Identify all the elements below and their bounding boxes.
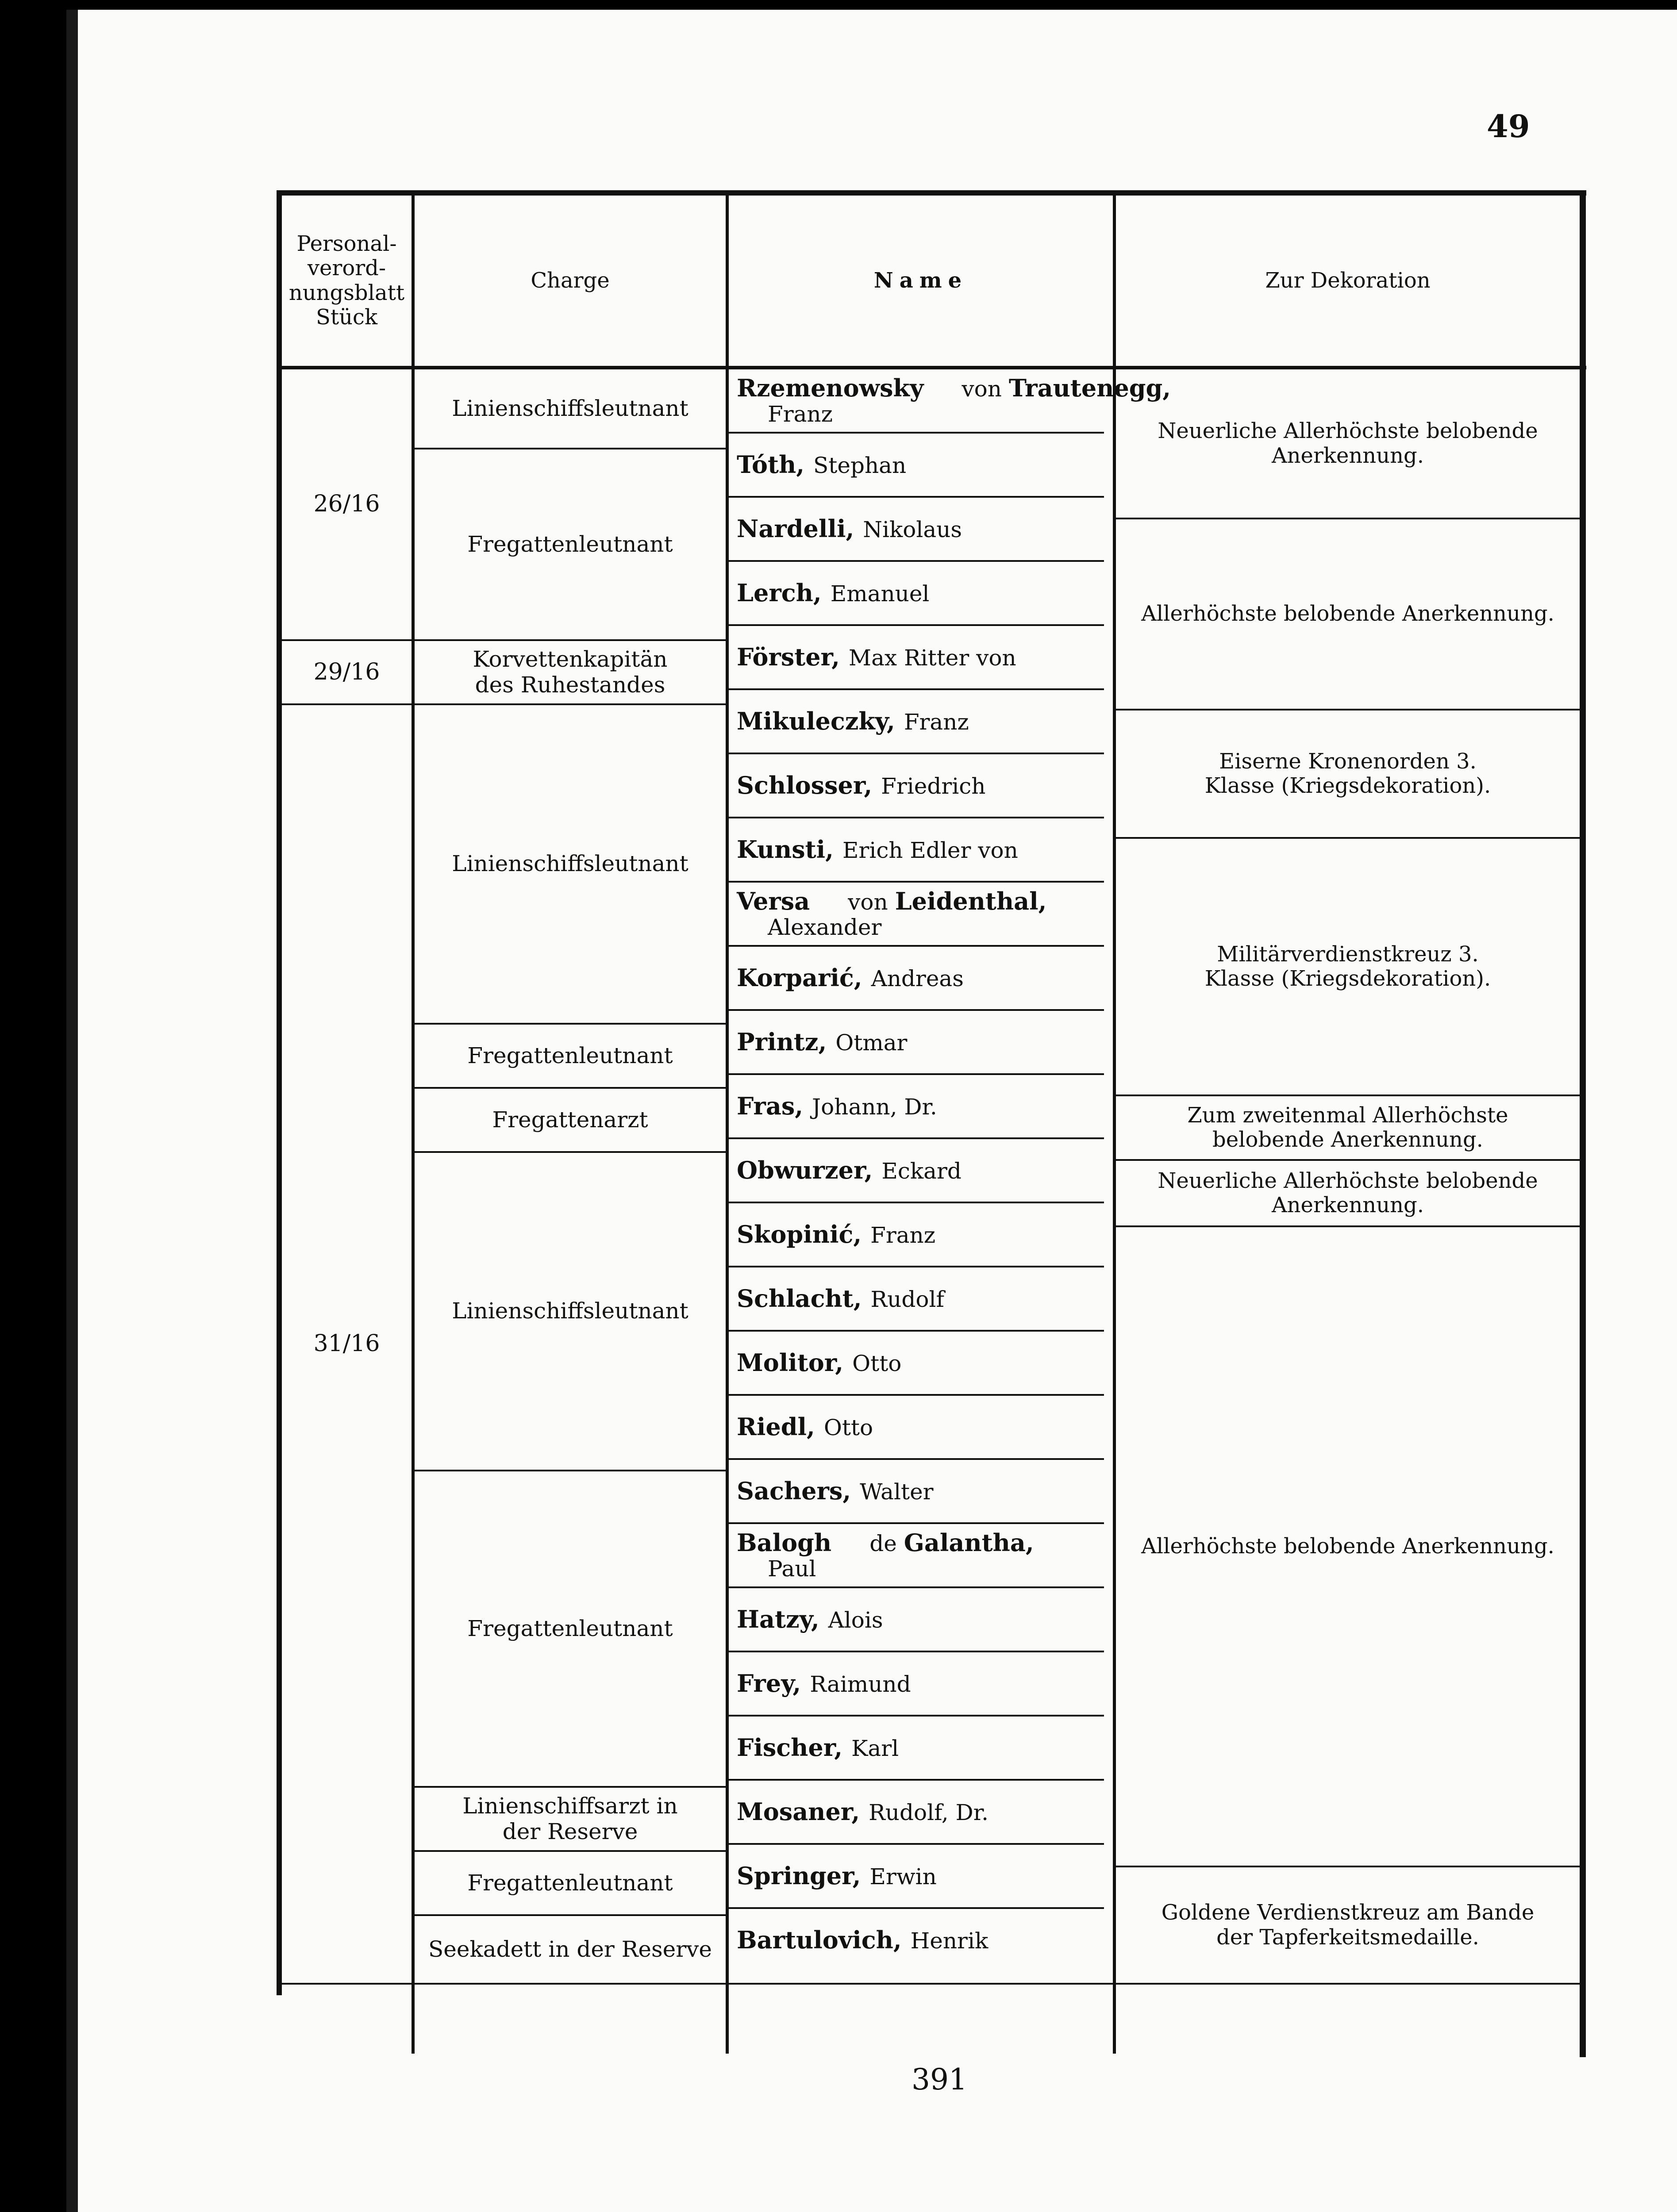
surname: Mosaner,	[737, 1797, 860, 1826]
decoration-cell: Neuerliche Allerhöchste belobende Anerkennung.	[1158, 1168, 1538, 1217]
surname: Korparić,	[737, 964, 862, 992]
header-decoration: Zur Dekoration	[1265, 268, 1431, 293]
surname: Fischer,	[737, 1733, 843, 1762]
footer-page-number: 391	[912, 2062, 967, 2097]
given-name: Friedrich	[881, 773, 986, 799]
given-name: Otto	[823, 1415, 873, 1441]
given-name: Alexander	[768, 914, 882, 940]
surname: Frey,	[737, 1669, 801, 1698]
given-name: Alois	[828, 1607, 883, 1633]
decoration-cell: Zum zweitenmal Allerhöchste belobende Anerkennung.	[1187, 1102, 1508, 1152]
surname: Schlosser,	[737, 771, 873, 800]
surname: Lerch,	[737, 579, 822, 607]
given-name: Henrik	[910, 1928, 989, 1954]
surname: Hatzy,	[737, 1605, 819, 1634]
personal-cell-29-16: 29/16	[313, 658, 380, 685]
name-line	[737, 1670, 911, 1697]
table-left-rule	[277, 190, 282, 1995]
name-line	[737, 964, 964, 992]
name-row	[729, 1845, 1113, 1907]
name-row	[729, 369, 1171, 432]
name-line	[737, 451, 906, 479]
name-row	[729, 1717, 1113, 1779]
surname: Schlacht,	[737, 1284, 862, 1313]
name-row	[729, 690, 1113, 753]
name-row	[729, 1781, 1113, 1843]
name-line	[737, 1734, 899, 1762]
name-line	[737, 1092, 937, 1120]
header-bottom-rule	[279, 366, 1586, 369]
name-row	[729, 1075, 1113, 1137]
charge-cell: Fregattenleutnant	[467, 1870, 673, 1896]
name-particle: von	[962, 376, 1002, 402]
name-row	[729, 1588, 1113, 1651]
column-rule-2	[726, 196, 729, 2054]
personal-cell-31-16: 31/16	[313, 1330, 380, 1357]
charge-cell: Linienschiffsleutnant	[452, 1298, 688, 1324]
name-line	[737, 374, 1171, 402]
name-particle: von	[848, 889, 888, 915]
given-name: Karl	[851, 1736, 899, 1762]
name-line	[737, 579, 929, 607]
name-row	[729, 498, 1113, 560]
name-row	[729, 1652, 1113, 1715]
charge-cell: Linienschiffsleutnant	[452, 851, 688, 877]
name-row	[729, 1909, 1113, 1971]
name-line	[737, 1221, 935, 1248]
given-name: Walter	[860, 1479, 934, 1505]
decoration-cell: Allerhöchste belobende Anerkennung.	[1141, 1533, 1554, 1559]
name-row	[729, 1396, 1113, 1458]
given-name: Franz	[768, 401, 833, 427]
name-row	[729, 1332, 1113, 1394]
given-name: Rudolf, Dr.	[869, 1800, 989, 1826]
surname: Förster,	[737, 643, 840, 672]
name-row	[729, 562, 1113, 624]
name-row	[729, 1139, 1113, 1202]
decoration-cell: Goldene Verdienstkreuz am Bande der Tapferkeitsmedaille.	[1161, 1900, 1535, 1950]
personal-cell-26-16: 26/16	[313, 491, 380, 518]
page-number: 49	[1487, 108, 1530, 145]
name-line	[737, 1798, 989, 1826]
surname: Nardelli,	[737, 515, 854, 543]
name-line	[737, 1156, 962, 1184]
name-particle: de	[869, 1530, 897, 1556]
surname: Balogh	[737, 1528, 832, 1557]
given-name: Erich Edler von	[842, 837, 1018, 864]
given-name: Nikolaus	[863, 517, 962, 543]
name-row	[729, 1460, 1113, 1522]
column-rule-3	[1113, 196, 1116, 2054]
name-line	[737, 836, 1018, 864]
table-bottom-rule	[279, 1983, 1584, 1985]
name-row	[729, 818, 1113, 881]
table-top-rule	[277, 190, 1586, 196]
surname: Springer,	[737, 1862, 861, 1890]
surname: Mikuleczky,	[737, 707, 895, 736]
name-row	[729, 1267, 1113, 1330]
charge-cell: Fregattenleutnant	[467, 531, 673, 557]
name-row	[729, 1011, 1113, 1073]
charge-cell: Fregattenarzt	[492, 1106, 648, 1133]
name-line	[737, 1285, 944, 1313]
name-line	[737, 1529, 1034, 1557]
surname: Skopinić,	[737, 1220, 862, 1249]
given-name: Rudolf	[870, 1286, 944, 1313]
given-name: Andreas	[871, 966, 964, 992]
name-line	[737, 772, 985, 799]
decoration-table	[66, 10, 1677, 2212]
column-rule-1	[412, 196, 415, 2054]
header-name: Name	[873, 268, 968, 293]
given-name: Franz	[904, 709, 969, 735]
given-name: Otto	[852, 1351, 902, 1377]
given-name: Paul	[768, 1556, 816, 1582]
charge-cell: Seekadett in der Reserve	[428, 1936, 712, 1962]
name-row	[729, 883, 1113, 945]
surname-second: Galantha,	[904, 1528, 1034, 1557]
header-charge: Charge	[531, 268, 610, 293]
document-page	[66, 10, 1677, 2212]
surname: Printz,	[737, 1028, 827, 1056]
charge-cell: Linienschiffsleutnant	[452, 395, 688, 421]
name-line	[737, 1862, 937, 1890]
surname: Kunsti,	[737, 835, 834, 864]
given-name: Max Ritter von	[848, 645, 1016, 671]
surname: Fras,	[737, 1092, 804, 1121]
given-name: Franz	[870, 1222, 936, 1248]
surname-second: Leidenthal,	[895, 887, 1047, 915]
name-row	[729, 947, 1113, 1009]
name-line	[737, 643, 1016, 671]
name-line	[737, 1926, 988, 1954]
charge-cell: Fregattenleutnant	[467, 1042, 673, 1068]
surname: Versa	[737, 887, 810, 915]
given-name: Eckard	[881, 1158, 962, 1184]
name-line	[737, 1413, 873, 1441]
surname-second: Trautenegg,	[1008, 373, 1171, 402]
name-line	[737, 515, 962, 543]
charge-cell: Fregattenleutnant	[467, 1615, 673, 1641]
name-row	[729, 1203, 1113, 1266]
name-line	[737, 1028, 907, 1056]
name-row	[729, 754, 1113, 817]
given-name: Raimund	[810, 1671, 911, 1697]
charge-cell: Linienschiffsarzt in der Reserve	[462, 1793, 678, 1844]
name-line	[737, 1349, 901, 1377]
name-line	[737, 1477, 934, 1505]
name-line	[737, 1605, 883, 1633]
surname: Rzemenowsky	[737, 373, 924, 402]
surname: Obwurzer,	[737, 1156, 873, 1185]
name-row	[729, 1524, 1113, 1586]
given-name: Otmar	[835, 1030, 908, 1056]
table-right-rule	[1580, 190, 1586, 2057]
decoration-cell: Militärverdienstkreuz 3. Klasse (Kriegsdekoration).	[1204, 941, 1491, 991]
given-name: Erwin	[869, 1864, 937, 1890]
surname: Molitor,	[737, 1348, 844, 1377]
name-row	[729, 434, 1113, 496]
name-line	[737, 887, 1046, 915]
surname: Bartulovich,	[737, 1926, 902, 1955]
decoration-cell: Eiserne Kronenorden 3. Klasse (Kriegsdekoration).	[1204, 749, 1491, 798]
given-name: Johann, Dr.	[812, 1094, 937, 1120]
given-name: Stephan	[813, 453, 907, 479]
surname: Riedl,	[737, 1413, 815, 1441]
name-line	[737, 707, 969, 735]
surname: Sachers,	[737, 1477, 851, 1505]
header-personal: Personal-verord-nungsblatt Stück	[288, 231, 405, 330]
name-row	[729, 626, 1113, 688]
given-name: Emanuel	[830, 581, 930, 607]
decoration-cell: Allerhöchste belobende Anerkennung.	[1141, 601, 1554, 626]
surname: Tóth,	[737, 450, 805, 479]
charge-cell: Korvettenkapitän des Ruhestandes	[473, 646, 668, 698]
decoration-cell: Neuerliche Allerhöchste belobende Anerkennung.	[1158, 419, 1538, 468]
